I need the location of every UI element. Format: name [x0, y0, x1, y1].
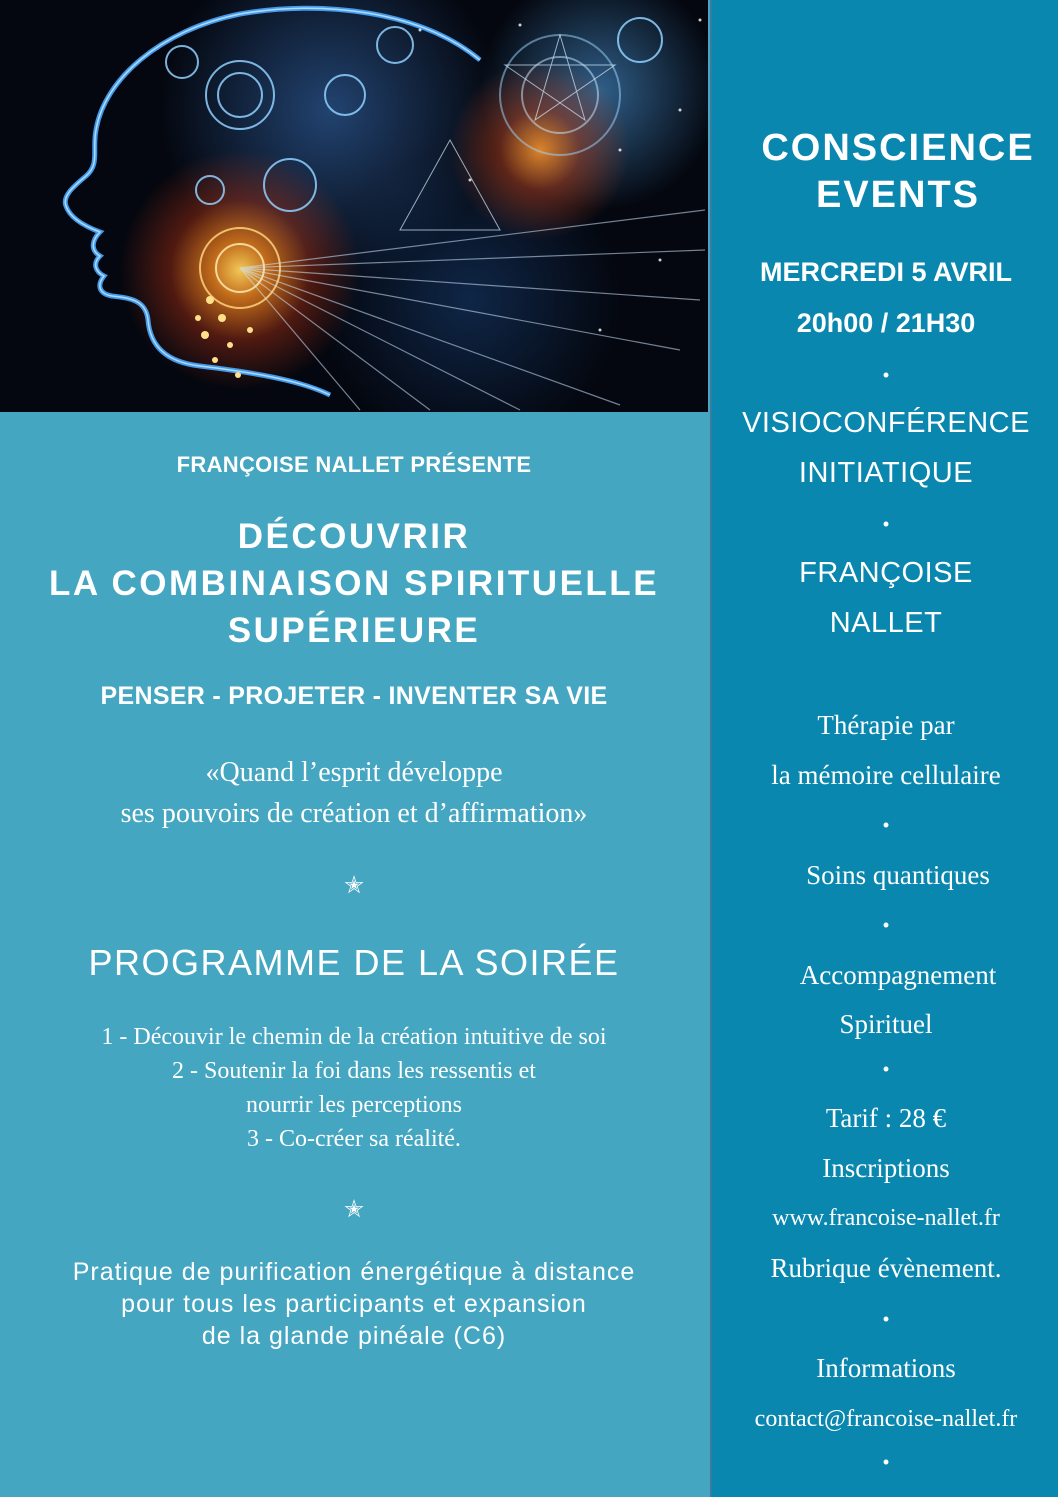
- support-line: Spirituel: [839, 1009, 933, 1039]
- left-panel: [0, 412, 708, 1497]
- bullet-icon: •: [882, 915, 890, 935]
- star-divider-icon: ✭: [343, 872, 365, 899]
- therapy-line: la mémoire cellulaire: [771, 760, 1001, 790]
- brand-name: EVENTS: [815, 174, 981, 216]
- hero-image: [0, 0, 708, 412]
- quote-line: ses pouvoirs de création et d’affirmation»: [120, 798, 588, 829]
- bullet-icon: •: [882, 1452, 890, 1472]
- title-line: SUPÉRIEURE: [227, 611, 481, 650]
- cosmic-head-illustration: [0, 0, 708, 412]
- title-line: DÉCOUVRIR: [237, 517, 471, 556]
- registration-label: Inscriptions: [822, 1153, 950, 1183]
- program-line: 2 - Soutenir la foi dans les ressentis et: [172, 1058, 536, 1084]
- title-line: LA COMBINAISON SPIRITUELLE: [48, 564, 660, 603]
- bullet-icon: •: [882, 1309, 890, 1329]
- event-date: MERCREDI 5 AVRIL: [759, 257, 1013, 287]
- star-divider-icon: ✭: [343, 1196, 365, 1223]
- support-line: Accompagnement: [799, 960, 997, 990]
- website-link[interactable]: www.francoise-nallet.fr: [772, 1205, 1000, 1231]
- info-label: Informations: [816, 1353, 956, 1383]
- speaker-line: FRANÇOISE: [799, 557, 973, 589]
- bullet-icon: •: [882, 815, 890, 835]
- program-line: 1 - Découvir le chemin de la création intuitive de soi: [101, 1024, 607, 1050]
- bullet-icon: •: [882, 365, 890, 385]
- therapy-line: Thérapie par: [817, 710, 955, 740]
- speaker-line: NALLET: [829, 607, 943, 639]
- format-line: INITIATIQUE: [798, 457, 974, 489]
- price: Tarif : 28 €: [825, 1103, 947, 1133]
- quote-line: «Quand l’esprit développe: [205, 757, 503, 788]
- subtitle: PENSER - PROJETER - INVENTER SA VIE: [100, 682, 608, 710]
- practice-line: Pratique de purification énergétique à distance: [72, 1258, 636, 1286]
- registration-section: Rubrique évènement.: [770, 1253, 1002, 1283]
- practice-line: de la glande pinéale (C6): [201, 1322, 507, 1350]
- right-panel: [710, 0, 1058, 1497]
- event-time: 20h00 / 21H30: [796, 308, 976, 338]
- program-title: PROGRAMME DE LA SOIRÉE: [88, 942, 620, 983]
- bullet-icon: •: [882, 514, 890, 534]
- contact-email-link[interactable]: contact@francoise-nallet.fr: [754, 1406, 1018, 1432]
- brand-name: CONSCIENCE: [761, 127, 1035, 169]
- program-line: nourrir les perceptions: [246, 1092, 462, 1118]
- program-line: 3 - Co-créer sa réalité.: [247, 1126, 461, 1152]
- format-line: VISIOCONFÉRENCE: [742, 407, 1030, 439]
- bullet-icon: •: [882, 1059, 890, 1079]
- practice-line: pour tous les participants et expansion: [121, 1290, 587, 1318]
- care-line: Soins quantiques: [806, 860, 990, 890]
- presenter-line: FRANÇOISE NALLET PRÉSENTE: [176, 452, 532, 477]
